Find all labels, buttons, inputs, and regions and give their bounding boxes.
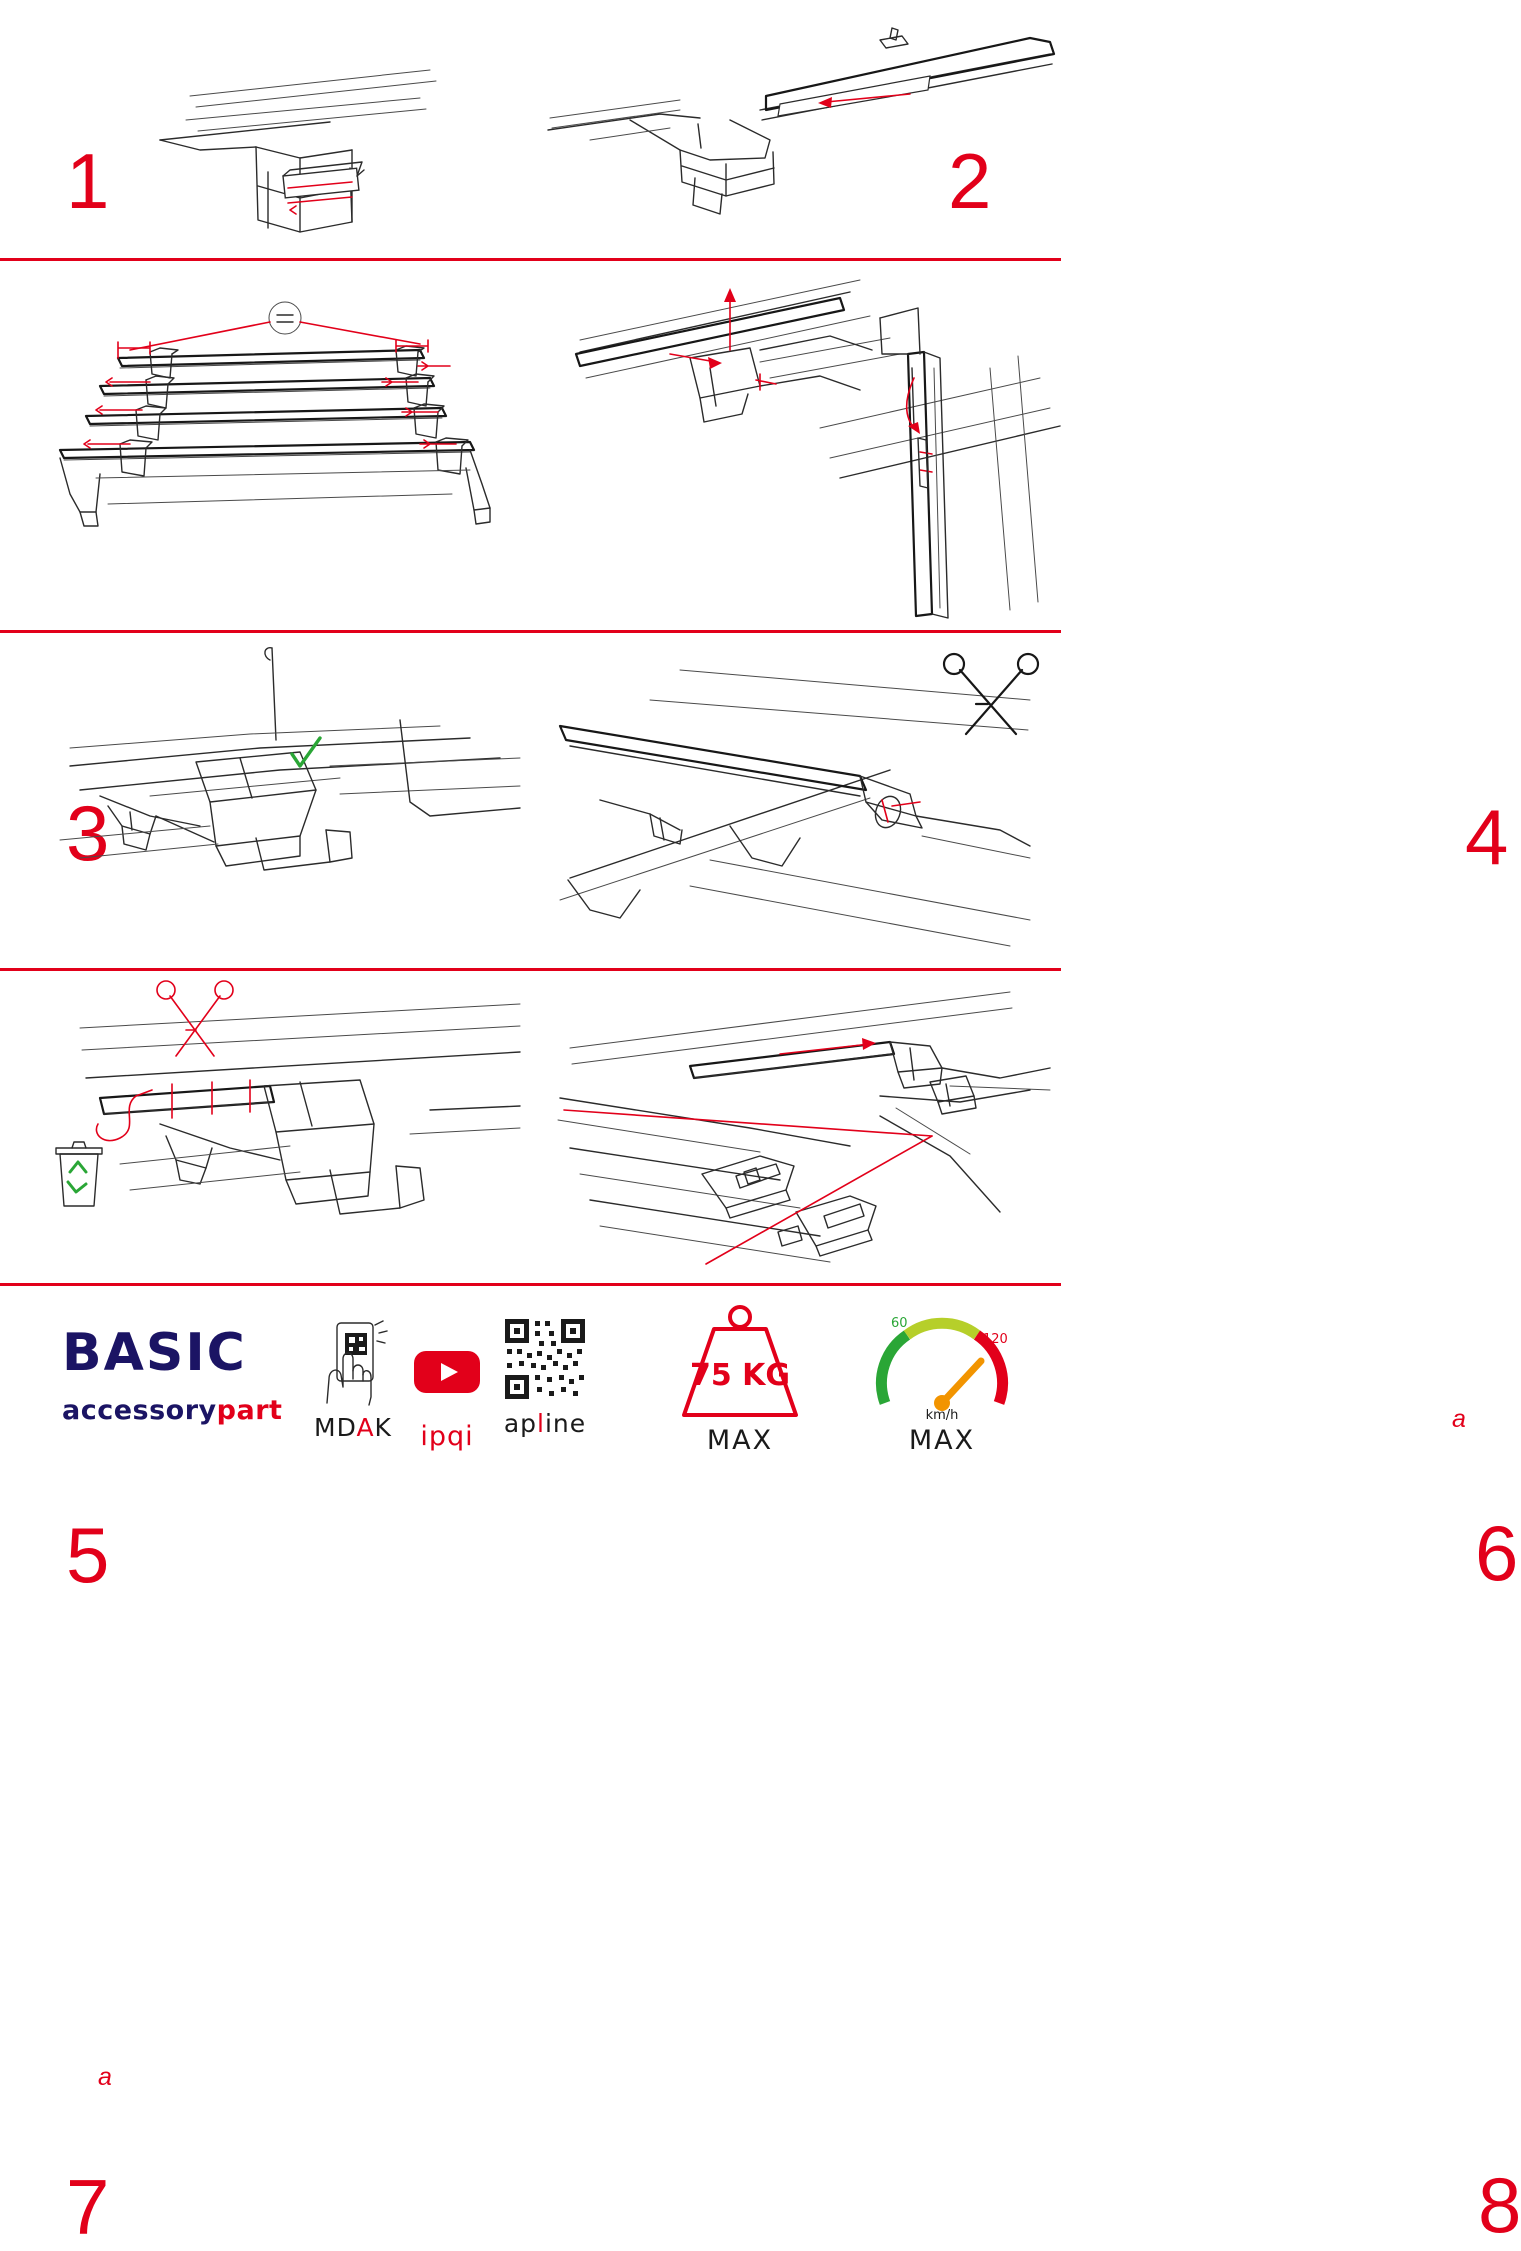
brand-subtitle-accent: part: [216, 1395, 283, 1426]
weight-max-caption: MAX: [706, 1425, 774, 1456]
speed-limit-block: [852, 1299, 1032, 1456]
brand-title: BASIC: [62, 1323, 247, 1383]
step-number-2: 2: [948, 137, 992, 225]
brand-subtitle: [62, 1395, 292, 1426]
step-panel-1: [0, 0, 530, 258]
hand-qr-scan-icon: [313, 1319, 393, 1405]
part-label-a-step6: a: [1452, 1405, 1466, 1433]
weight-icon: [670, 1303, 810, 1421]
brand-block: [62, 1323, 292, 1426]
speed-max-caption: MAX: [908, 1425, 976, 1456]
logo-mdak-label: MDAK: [314, 1413, 392, 1442]
speed-unit: km/h: [925, 1408, 959, 1423]
step-number-7: 7: [66, 2163, 110, 2251]
step-6-illustration: [530, 630, 1061, 968]
step-number-8: 8: [1478, 2161, 1521, 2249]
brand-subtitle-dark: accessory: [62, 1395, 217, 1426]
step-number-5: 5: [66, 1511, 110, 1599]
step-panel-3: [0, 258, 520, 877]
step-number-6: 6: [1475, 1509, 1519, 1597]
speed-tick-120: 120: [983, 1332, 1008, 1347]
step-8-illustration: [530, 968, 1061, 1283]
speedometer-icon: [867, 1299, 1017, 1421]
step-panel-4: [520, 258, 1509, 881]
logo-ipqi-label: ipqi: [420, 1421, 474, 1452]
step-7-illustration: [0, 968, 530, 1283]
step-5-illustration: [0, 630, 530, 968]
part-label-a-step7: a: [98, 2063, 112, 2091]
step-number-4: 4: [1465, 793, 1509, 881]
step-number-1: 1: [66, 137, 110, 225]
logo-apline-label: apline: [503, 1409, 587, 1438]
weight-limit-block: [650, 1303, 830, 1456]
weight-value: 75 KG: [689, 1358, 791, 1393]
step-number-3: 3: [66, 789, 110, 877]
qr-code-icon: [503, 1317, 587, 1401]
logo-apline[interactable]: [470, 1317, 620, 1438]
speed-tick-60: 60: [891, 1316, 908, 1331]
step-panel-2: [530, 0, 1061, 258]
footer-bar: [0, 1283, 1061, 1500]
step-3-illustration: [0, 258, 520, 630]
step-4-illustration: [520, 258, 1061, 630]
